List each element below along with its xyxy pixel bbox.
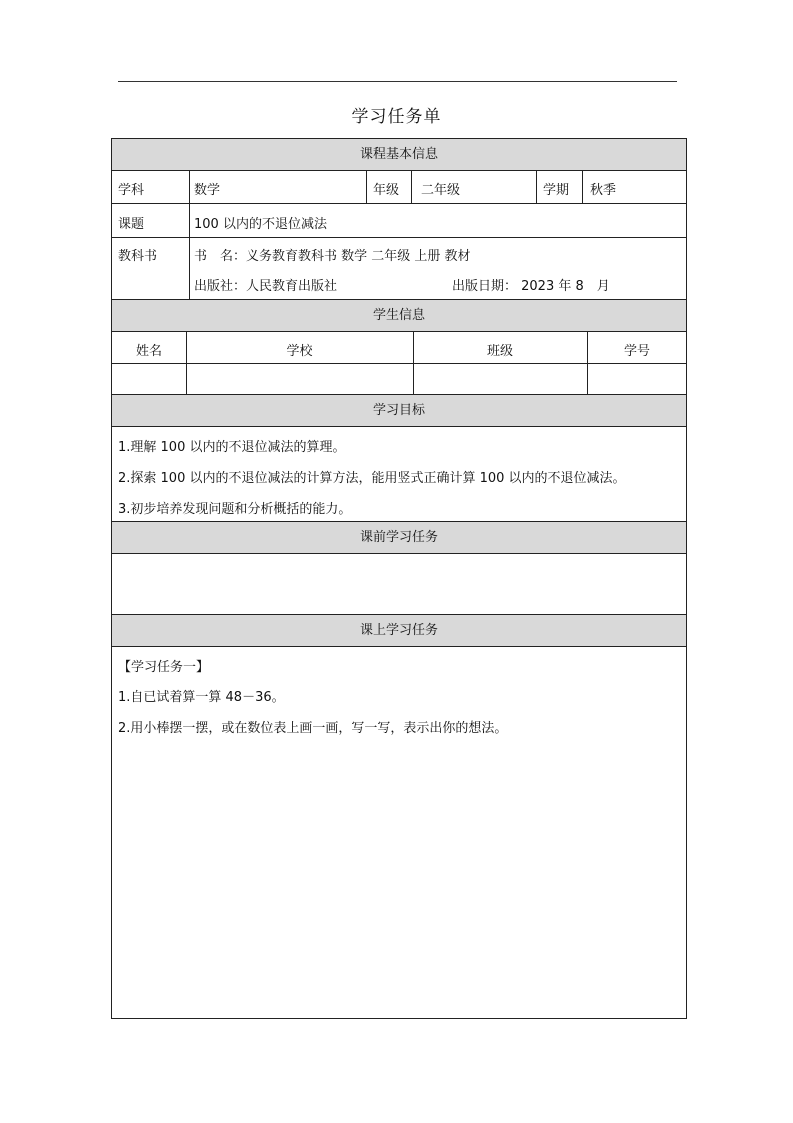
- student-school-field[interactable]: [187, 364, 413, 394]
- task-heading: 【学习任务一】: [118, 660, 210, 675]
- task-sheet-table: [111, 138, 687, 1019]
- page-title: 学习任务单: [351, 107, 442, 127]
- term-value: 秋季: [590, 183, 617, 198]
- student-id-header: 学号: [623, 344, 650, 359]
- goal-item: 2.探索 100 以内的不退位减法的计算方法，能用竖式正确计算 100 以内的不退位减法。: [118, 471, 626, 486]
- divider: [582, 170, 583, 203]
- topic-label: 课题: [118, 217, 145, 232]
- divider: [536, 170, 537, 203]
- task-item: 2.用小棒摆一摆，或在数位表上画一画，写一写，表示出你的想法。: [118, 721, 508, 736]
- section-basic-info: 课程基本信息: [112, 139, 686, 171]
- publish-date: 出版日期： 2023 年 8 月: [452, 279, 610, 294]
- class-task-answer-area[interactable]: [112, 744, 686, 1014]
- goal-item: 1.理解 100 以内的不退位减法的算理。: [118, 440, 346, 455]
- pre-class-task-area[interactable]: [112, 554, 686, 614]
- divider: [189, 170, 190, 300]
- goal-item: 3.初步培养发现问题和分析概括的能力。: [118, 502, 352, 517]
- publisher: 出版社：人民教育出版社: [194, 279, 338, 294]
- grade-label: 年级: [373, 183, 400, 198]
- divider: [366, 170, 367, 203]
- book-name: 书 名：义务教育教科书 数学 二年级 上册 教材: [194, 249, 471, 264]
- row-divider: [112, 237, 686, 238]
- student-name-header: 姓名: [135, 344, 162, 359]
- header-rule: [118, 81, 677, 82]
- term-label: 学期: [543, 183, 570, 198]
- student-name-field[interactable]: [112, 364, 186, 394]
- section-pre-class-tasks: 课前学习任务: [112, 521, 686, 554]
- textbook-label: 教科书: [118, 249, 158, 264]
- row-divider: [112, 203, 686, 204]
- student-class-header: 班级: [486, 344, 513, 359]
- student-class-field[interactable]: [414, 364, 587, 394]
- student-school-header: 学校: [286, 344, 313, 359]
- divider: [411, 170, 412, 203]
- section-class-tasks: 课上学习任务: [112, 614, 686, 647]
- student-id-field[interactable]: [588, 364, 687, 394]
- grade-value: 二年级: [421, 183, 461, 198]
- task-item: 1.自已试着算一算 48－36。: [118, 690, 285, 705]
- topic-value: 100 以内的不退位减法: [194, 217, 327, 232]
- subject-value: 数学: [194, 183, 221, 198]
- section-student-info: 学生信息: [112, 299, 686, 332]
- subject-label: 学科: [118, 183, 145, 198]
- section-goals: 学习目标: [112, 394, 686, 427]
